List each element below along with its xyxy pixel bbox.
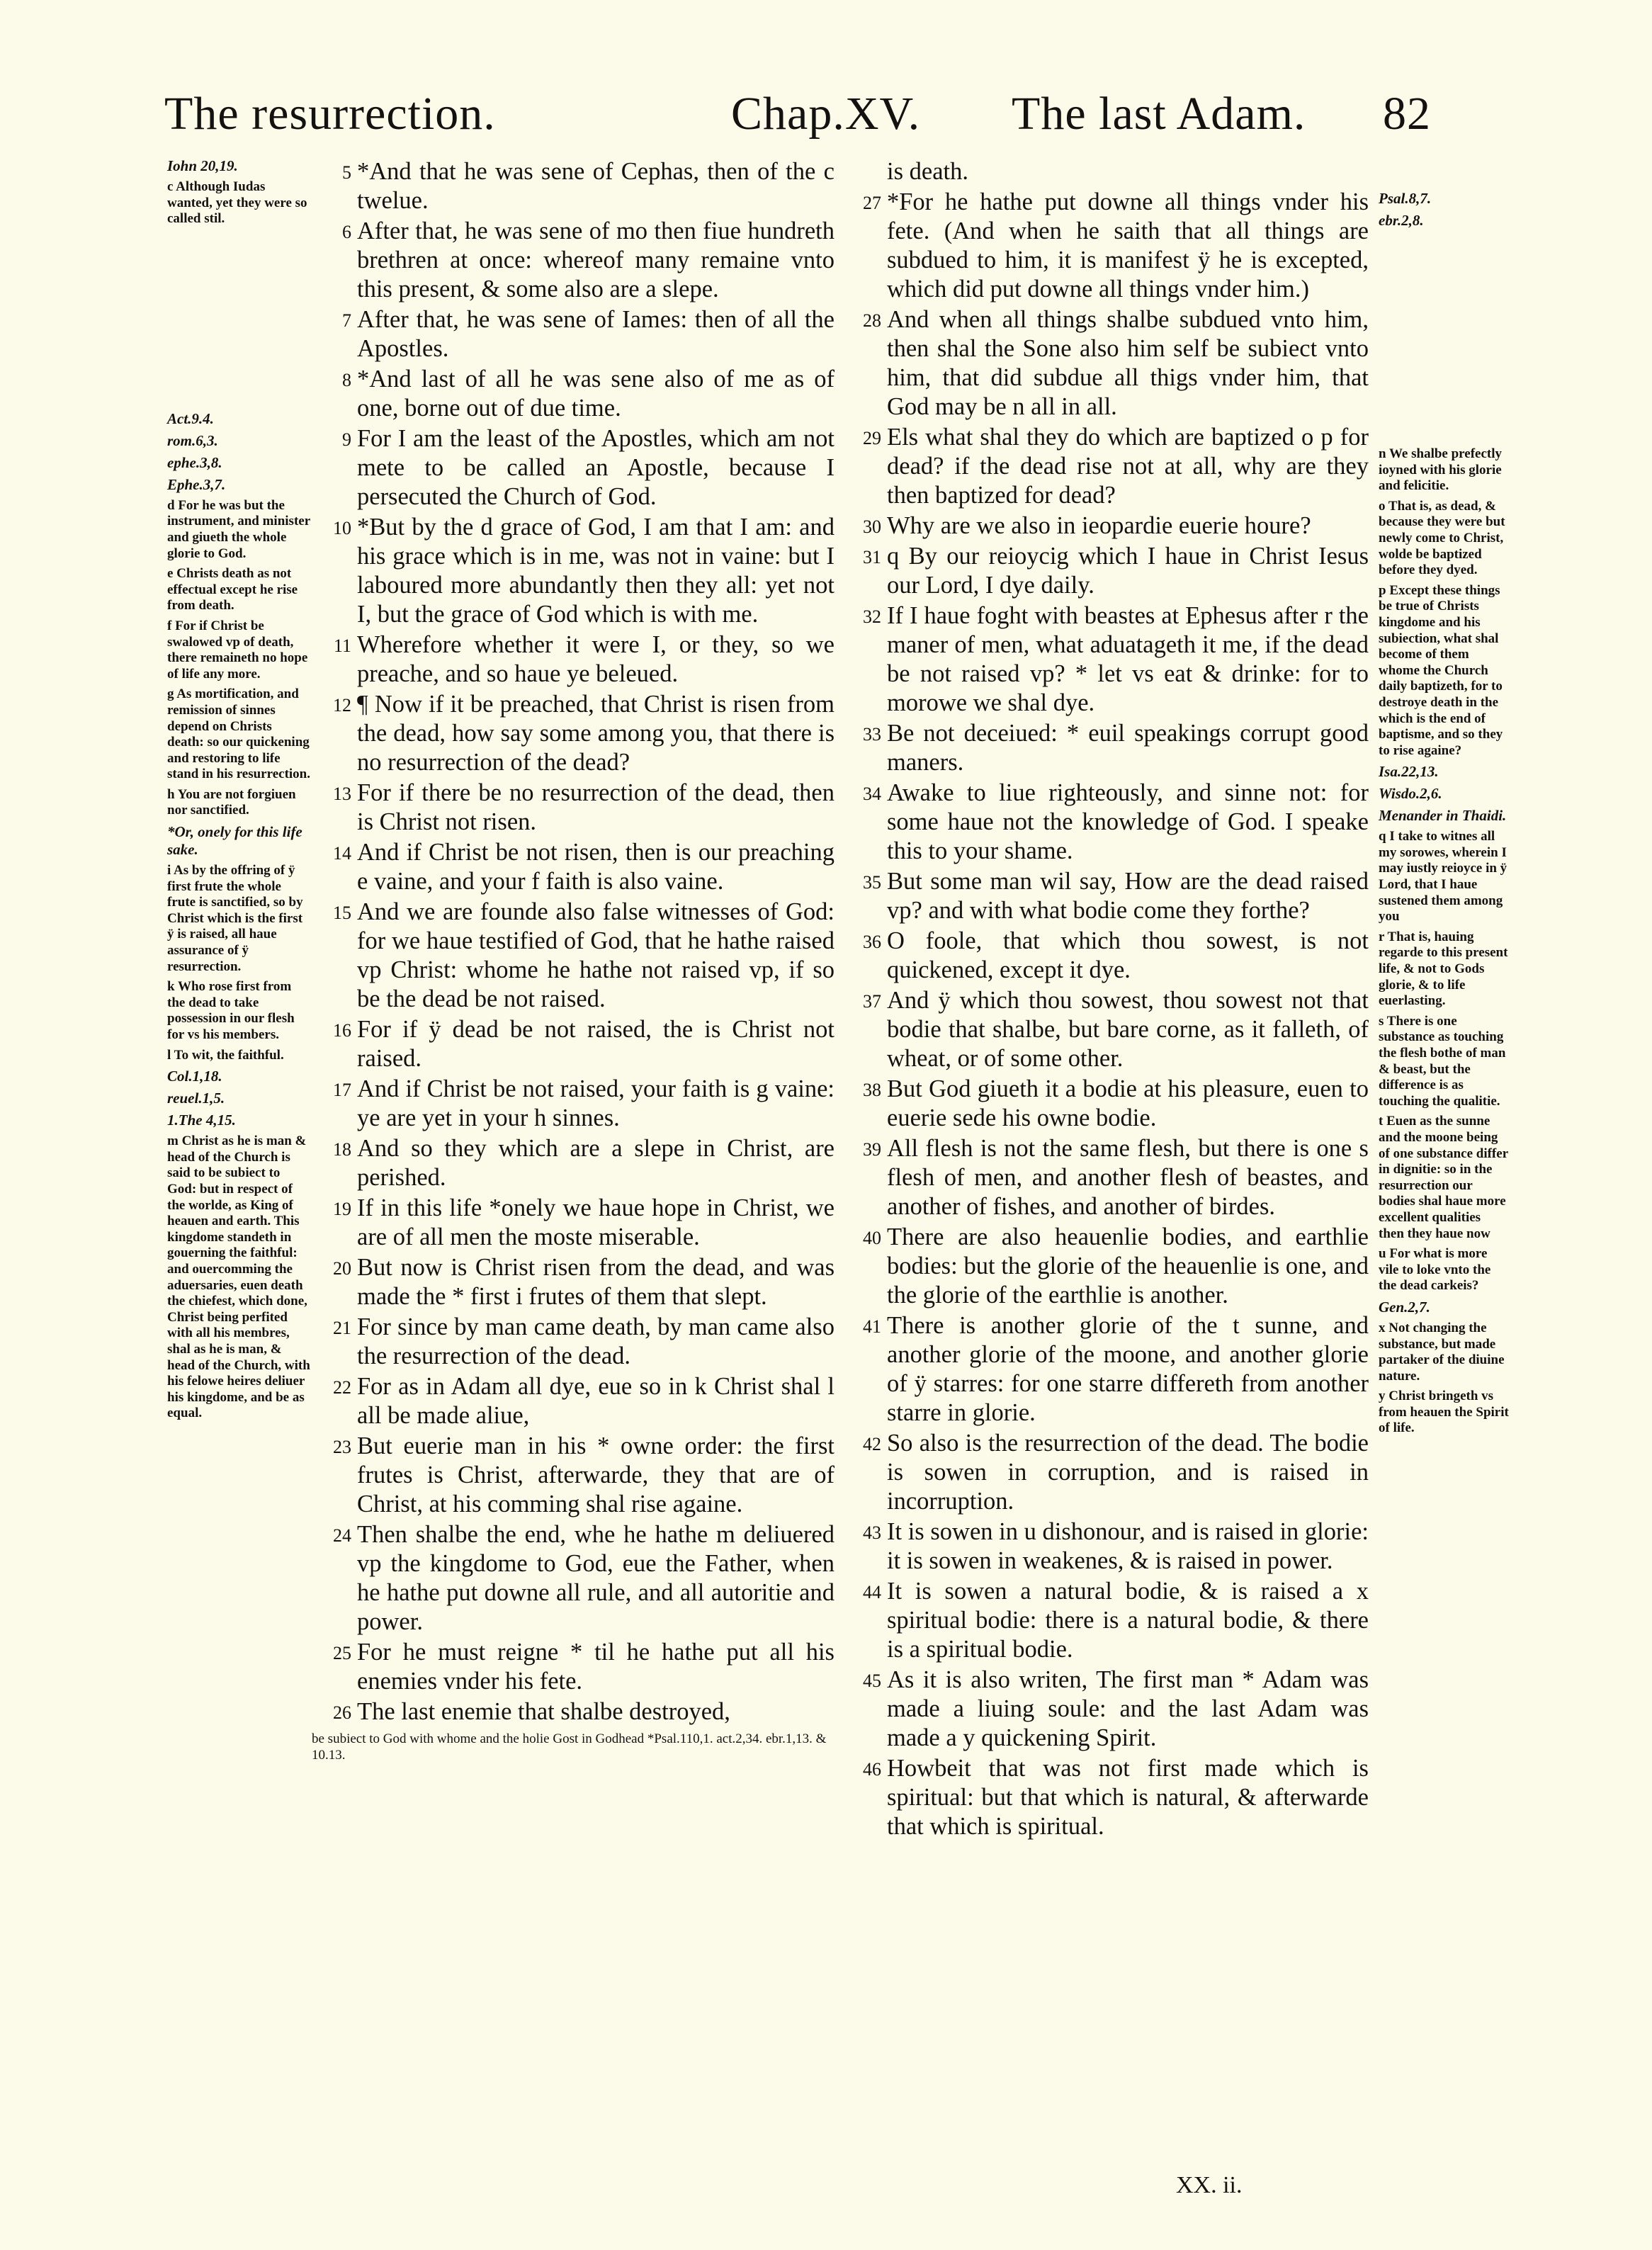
verse-text: There are also heauenlie bodies, and earthlie bodies: but the glorie of the heauenlie is one, and the glorie of the earthlie is another. bbox=[887, 1223, 1369, 1308]
verse-number: 40 bbox=[863, 1228, 881, 1248]
verse bbox=[312, 631, 835, 689]
margin-note: o That is, as dead, & because they were but newly come to Christ, wolde be baptized before they dyed. bbox=[1379, 498, 1505, 578]
verse-text: For if ÿ dead be not raised, the is Christ not raised. bbox=[357, 1016, 835, 1072]
verse-text: But God giueth it a bodie at his pleasure, euen to euerie sede his owne bodie. bbox=[887, 1075, 1369, 1131]
verse-text: And if Christ be not risen, then is our preaching e vaine, and your f faith is also vaine. bbox=[357, 839, 835, 895]
verse-text: And we are founde also false witnesses of God: for we haue testified of God, that he hathe raised vp Christ: whome he hathe not raised vp, if so be the dead be not raised. bbox=[357, 898, 835, 1012]
verse-text: It is sowen a natural bodie, & is raised a x spiritual bodie: there is a natural bodie, & there is a spiritual bodie. bbox=[887, 1578, 1369, 1663]
right-text-column bbox=[842, 157, 1369, 1843]
verse-number: 38 bbox=[863, 1080, 881, 1100]
verse-text: For I am the least of the Apostles, which am not mete to be called an Apostle, because I persecuted the Church of God. bbox=[357, 425, 835, 510]
verse bbox=[842, 986, 1369, 1073]
verse bbox=[312, 1015, 835, 1073]
margin-note: f For if Christ be swalowed vp of death, there remaineth no hope of life any more. bbox=[167, 618, 308, 682]
verse bbox=[312, 779, 835, 837]
verse-text: Be not deceiued: * euil speakings corrupt good maners. bbox=[887, 720, 1369, 776]
verse bbox=[312, 1194, 835, 1252]
verse bbox=[842, 1754, 1369, 1841]
margin-note: t Euen as the sunne and the moone being of one substance differ in dignitie: so in the resurrection our bodies shal haue more excellent qualities then they haue now bbox=[1379, 1114, 1508, 1241]
verse bbox=[312, 1134, 835, 1192]
chapter-heading: Chap.XV. bbox=[731, 88, 921, 140]
margin-note: n We shalbe prefectly ioyned with his glorie and felicitie. bbox=[1379, 446, 1502, 494]
verse-number: 17 bbox=[333, 1080, 351, 1100]
margin-reference: Col.1,18. bbox=[167, 1068, 222, 1085]
verse bbox=[842, 542, 1369, 600]
verse-number: 26 bbox=[333, 1702, 351, 1723]
verse-number: 21 bbox=[333, 1318, 351, 1338]
verse-text: After that, he was sene of mo then fiue hundreth brethren at once: whereof many remaine vnto this present, & some also are a slepe. bbox=[357, 217, 835, 303]
margin-note: k Who rose first from the dead to take possession in our flesh for vs his members. bbox=[167, 979, 295, 1042]
margin-note: l To wit, the faithful. bbox=[167, 1047, 284, 1063]
verse-number: 11 bbox=[333, 635, 351, 656]
verse-number: 33 bbox=[863, 724, 881, 745]
verse-number: 43 bbox=[863, 1522, 881, 1543]
verse-number: 12 bbox=[333, 695, 351, 716]
verse bbox=[842, 779, 1369, 866]
verse bbox=[312, 1253, 835, 1311]
verse bbox=[842, 423, 1369, 510]
verse bbox=[842, 1517, 1369, 1576]
verse-number: 45 bbox=[863, 1670, 881, 1691]
verse-number: 24 bbox=[333, 1525, 351, 1546]
verse bbox=[312, 1520, 835, 1636]
verse-text: Awake to liue righteously, and sinne not: for some haue not the knowledge of God. I speake this to your shame. bbox=[887, 779, 1369, 864]
verse-number: 35 bbox=[863, 872, 881, 893]
verse bbox=[312, 365, 835, 423]
verse-text: But now is Christ risen from the dead, and was made the * first i frutes of them that slept. bbox=[357, 1254, 835, 1310]
verse-text: If in this life *onely we haue hope in Christ, we are of all men the moste miserable. bbox=[357, 1194, 835, 1250]
verse-number: 23 bbox=[333, 1437, 351, 1457]
margin-reference: 1.The 4,15. bbox=[167, 1112, 236, 1129]
verse-number: 14 bbox=[333, 843, 351, 864]
verse-number: 7 bbox=[342, 310, 351, 331]
verse bbox=[312, 1638, 835, 1696]
verse bbox=[842, 305, 1369, 422]
verse-text: Els what shal they do which are baptized o p for dead? if the dead rise not at all, why are they then baptized for dead? bbox=[887, 424, 1369, 509]
margin-note: i As by the offring of ÿ first frute the whole frute is sanctified, so by Christ which is the first ÿ is raised, all haue assurance of ÿ resurrection. bbox=[167, 863, 303, 974]
verse-number: 13 bbox=[333, 784, 351, 804]
verse-continuation: is death. bbox=[887, 158, 968, 185]
verse-number: 31 bbox=[863, 547, 881, 567]
verse-text: *For he hathe put downe all things vnder his fete. (And when he saith that all things are subdued to him, it is manifest ÿ he is excepted, which did put downe all things vnder him.) bbox=[887, 188, 1369, 303]
verse bbox=[312, 838, 835, 896]
verse-number: 22 bbox=[333, 1377, 351, 1398]
margin-reference: Wisdo.2,6. bbox=[1379, 785, 1442, 803]
verse-number: 19 bbox=[333, 1199, 351, 1219]
verse bbox=[842, 511, 1369, 541]
left-text-column bbox=[312, 157, 835, 1763]
verse bbox=[312, 1432, 835, 1519]
verse-text: And so they which are a slepe in Christ, are perished. bbox=[357, 1135, 835, 1191]
verse-text: *And last of all he was sene also of me as of one, borne out of due time. bbox=[357, 366, 835, 422]
verse bbox=[312, 513, 835, 629]
verse bbox=[842, 1429, 1369, 1516]
margin-note: m Christ as he is man & head of the Church is said to be subiect to God: but in respect of the worlde, as King of heauen and earth. This kingdome standeth in gouerning the faithful: and ouercomming the aduersaries, euen death the chiefest, which done, Christ being perfited with all his membres, shal as he is man, & head of the Church, with his felowe heires deliuer his kingdome, and be as equal. bbox=[167, 1134, 310, 1421]
verse-number: 28 bbox=[863, 310, 881, 331]
verse-number: 20 bbox=[333, 1258, 351, 1279]
verse bbox=[842, 601, 1369, 718]
margin-reference: Iohn 20,19. bbox=[167, 157, 238, 174]
verse bbox=[312, 217, 835, 304]
verse bbox=[842, 867, 1369, 925]
verse-number: 10 bbox=[333, 518, 351, 538]
verse bbox=[842, 1666, 1369, 1753]
verse bbox=[312, 1313, 835, 1371]
verse-text: For he must reigne * til he hathe put all his enemies vnder his fete. bbox=[357, 1639, 835, 1695]
margin-reference: Act.9.4. bbox=[167, 409, 214, 427]
margin-reference: Ephe.3,7. bbox=[167, 475, 226, 493]
margin-reference: ephe.3,8. bbox=[167, 453, 222, 471]
verse-text: q By our reioycig which I haue in Christ Iesus our Lord, I dye daily. bbox=[887, 543, 1369, 599]
verse bbox=[842, 1223, 1369, 1310]
verse bbox=[312, 690, 835, 777]
verse-text: As it is also writen, The first man * Adam was made a liuing soule: and the last Adam was made a y quickening Spirit. bbox=[887, 1666, 1369, 1751]
verse-number: 42 bbox=[863, 1434, 881, 1454]
verse-text: Wherefore whether it were I, or they, so we preache, and so haue ye beleued. bbox=[357, 631, 835, 687]
verse-text: If I haue foght with beastes at Ephesus after r the maner of men, what aduatageth it me, if the dead be not raised vp? * let vs eat & drinke: for to morowe we shal dye. bbox=[887, 602, 1369, 716]
verse-text: Then shalbe the end, whe he hathe m deliuered vp the kingdome to God, eue the Father, when he hathe put downe all rule, and all autoritie and power. bbox=[357, 1521, 835, 1635]
verse-number: 37 bbox=[863, 991, 881, 1012]
margin-note: u For what is more vile to loke vnto the the dead carkeis? bbox=[1379, 1246, 1491, 1294]
verse-text: Howbeit that was not first made which is spiritual: but that which is natural, & afterwarde that which is spiritual. bbox=[887, 1755, 1369, 1840]
verse-text: *But by the d grace of God, I am that I am: and his grace which is in me, was not in vaine: but I laboured more abundantly then they all: yet not I, but the grace of God which is with me. bbox=[357, 514, 835, 628]
verse-number: 32 bbox=[863, 606, 881, 627]
verse-text: There is another glorie of the t sunne, and another glorie of the moone, and another glorie of ÿ starres: for one starre differeth from another starre in glorie. bbox=[887, 1312, 1369, 1426]
verse-number: 18 bbox=[333, 1139, 351, 1160]
right-margin-notes bbox=[1379, 157, 1509, 1441]
verse-number: 16 bbox=[333, 1020, 351, 1041]
margin-note: e Christs death as not effectual except he rise from death. bbox=[167, 566, 298, 614]
footnote-continuation: be subiect to God with whome and the holie Gost in Godhead *Psal.110,1. act.2,34. ebr.1,13. & 10.13. bbox=[312, 1731, 827, 1763]
verse-number: 8 bbox=[342, 370, 351, 390]
margin-note: y Christ bringeth vs from heauen the Spirit of life. bbox=[1379, 1389, 1509, 1436]
margin-reference: Psal.8,7. bbox=[1379, 190, 1432, 207]
verse-number: 5 bbox=[342, 162, 351, 183]
verse-number: 30 bbox=[863, 516, 881, 537]
signature-mark: XX. ii. bbox=[1176, 2172, 1243, 2198]
margin-note: s There is one substance as touching the flesh bothe of man & beast, but the difference is as touching the qualitie. bbox=[1379, 1013, 1506, 1109]
verse-number: 36 bbox=[863, 932, 881, 952]
verse-text: ¶ Now if it be preached, that Christ is risen from the dead, how say some among you, that there is no resurrection of the dead? bbox=[357, 691, 835, 776]
verse-number: 25 bbox=[333, 1643, 351, 1663]
verse bbox=[842, 1134, 1369, 1221]
margin-note: g As mortification, and remission of sinnes depend on Christs death: so our quickening and restoring to life stand in his resurrection. bbox=[167, 686, 310, 782]
verse-number: 39 bbox=[863, 1139, 881, 1160]
verse bbox=[842, 719, 1369, 777]
verse bbox=[842, 1577, 1369, 1664]
verse-text: After that, he was sene of Iames: then of all the Apostles. bbox=[357, 306, 835, 362]
verse-text: But some man wil say, How are the dead raised vp? and with what bodie come they forthe? bbox=[887, 868, 1369, 924]
verse-number: 9 bbox=[342, 429, 351, 450]
margin-note: r That is, hauing regarde to this present life, & not to Gods glorie, & to life euerlasting. bbox=[1379, 929, 1508, 1009]
verse-text: So also is the resurrection of the dead. The bodie is sowen in corruption, and is raised in incorruption. bbox=[887, 1430, 1369, 1515]
margin-reference: Gen.2,7. bbox=[1379, 1298, 1430, 1316]
margin-reference: rom.6,3. bbox=[167, 431, 218, 449]
margin-note: q I take to witnes all my sorowes, wherein I may iustly reioyce in ÿ Lord, that I haue sustened them among you bbox=[1379, 829, 1507, 925]
verse bbox=[312, 157, 835, 215]
verse bbox=[842, 1075, 1369, 1133]
verse bbox=[842, 188, 1369, 304]
margin-note: h You are not forgiuen nor sanctified. bbox=[167, 786, 296, 818]
verse-text: *And that he was sene of Cephas, then of the c twelue. bbox=[357, 158, 835, 214]
verse bbox=[312, 898, 835, 1014]
verse-text: For since by man came death, by man came also the resurrection of the dead. bbox=[357, 1313, 835, 1369]
verse-text: And ÿ which thou sowest, thou sowest not that bodie that shalbe, but bare corne, as it falleth, of wheat, or of some other. bbox=[887, 987, 1369, 1072]
margin-reference: reuel.1,5. bbox=[167, 1090, 225, 1107]
margin-note: p Except these things be true of Christs kingdome and his subiection, what shal become of them whome the Church daily baptizeth, for to destroye death in the which is the end of baptisme, and so they to rise againe? bbox=[1379, 582, 1503, 758]
verse-number: 29 bbox=[863, 428, 881, 448]
running-title-left: The resurrection. bbox=[164, 88, 496, 140]
verse-text: For as in Adam all dye, eue so in k Christ shal l all be made aliue, bbox=[357, 1373, 835, 1429]
verse-number: 41 bbox=[863, 1316, 881, 1337]
verse-number: 6 bbox=[342, 222, 351, 242]
page-number: 82 bbox=[1383, 88, 1431, 140]
margin-reference: ebr.2,8. bbox=[1379, 212, 1424, 229]
verse-text: And when all things shalbe subdued vnto him, then shal the Sone also him self be subiect vnto him, that did subdue all thigs vnder him, that God may be n all in all. bbox=[887, 306, 1369, 420]
verse-text: The last enemie that shalbe destroyed, bbox=[357, 1698, 730, 1725]
verse-text: For if there be no resurrection of the dead, then is Christ not risen. bbox=[357, 779, 835, 835]
verse-number: 34 bbox=[863, 784, 881, 804]
verse-text: And if Christ be not raised, your faith is g vaine: ye are yet in your h sinnes. bbox=[357, 1075, 835, 1131]
verse-text: All flesh is not the same flesh, but there is one s flesh of men, and another flesh of beastes, and another of fishes, and another of birdes. bbox=[887, 1135, 1369, 1220]
margin-reference: *Or, onely for this life sake. bbox=[167, 823, 302, 859]
verse-text: But euerie man in his * owne order: the first frutes is Christ, afterwarde, they that are of Christ, at his comming shal rise againe. bbox=[357, 1432, 835, 1517]
margin-reference: Menander in Thaidi. bbox=[1379, 807, 1507, 825]
verse bbox=[312, 1697, 835, 1726]
verse-number: 46 bbox=[863, 1759, 881, 1780]
verse bbox=[312, 1372, 835, 1430]
running-title-right: The last Adam. bbox=[1012, 88, 1306, 140]
verse bbox=[312, 424, 835, 511]
verse-text: O foole, that which thou sowest, is not quickened, except it dye. bbox=[887, 927, 1369, 983]
left-margin-notes bbox=[167, 157, 312, 1426]
verse bbox=[312, 1075, 835, 1133]
verse bbox=[842, 927, 1369, 985]
verse-number: 27 bbox=[863, 193, 881, 213]
running-header bbox=[164, 88, 1431, 159]
verse bbox=[312, 305, 835, 363]
verse-number: 15 bbox=[333, 903, 351, 923]
margin-note: x Not changing the substance, but made partaker of the diuine nature. bbox=[1379, 1320, 1505, 1384]
margin-reference: Isa.22,13. bbox=[1379, 763, 1439, 781]
margin-note: c Although Iudas wanted, yet they were so called stil. bbox=[167, 179, 307, 227]
verse bbox=[842, 1311, 1369, 1428]
verse-number: 44 bbox=[863, 1582, 881, 1602]
verse-text: It is sowen in u dishonour, and is raised in glorie: it is sowen in weakenes, & is raised in power. bbox=[887, 1518, 1369, 1574]
margin-note: d For he was but the instrument, and minister and giueth the whole glorie to God. bbox=[167, 497, 310, 561]
verse-text: Why are we also in ieopardie euerie houre? bbox=[887, 512, 1311, 539]
